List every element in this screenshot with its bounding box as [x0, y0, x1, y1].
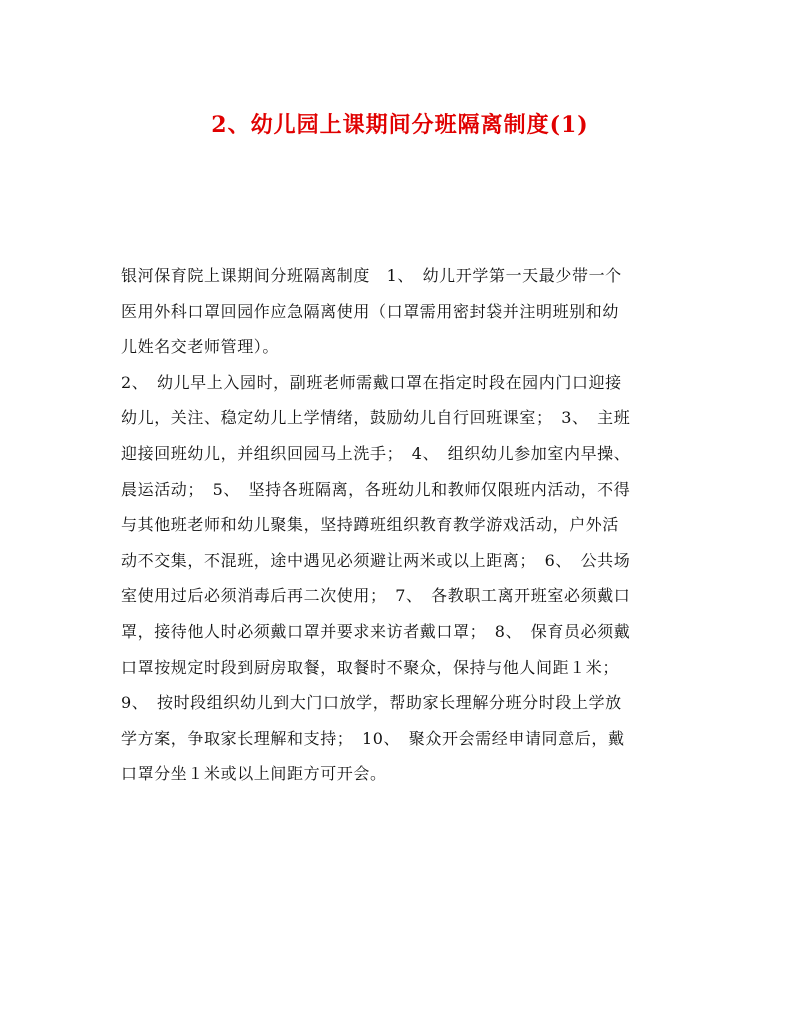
body-line: 2、 幼儿早上入园时，副班老师需戴口罩在指定时段在园内门口迎接: [121, 372, 622, 392]
document-title: 2、幼儿园上课期间分班隔离制度(1): [211, 112, 589, 138]
body-line: 口罩分坐１米或以上间距方可开会。: [121, 764, 387, 784]
body-line: 儿姓名交老师管理）。: [121, 337, 280, 357]
document-body: [121, 258, 691, 792]
body-line: 口罩按规定时段到厨房取餐，取餐时不聚众，保持与他人间距１米；: [121, 657, 620, 677]
body-line: 9、 按时段组织幼儿到大门口放学，帮助家长理解分班分时段上学放: [121, 693, 622, 713]
body-line: 学方案，争取家长理解和支持； 10、 聚众开会需经申请同意后，戴: [121, 728, 625, 748]
body-line: 罩，接待他人时必须戴口罩并要求来访者戴口罩； 8、 保育员必须戴: [121, 621, 631, 641]
body-line: 迎接回班幼儿，并组织回园马上洗手； 4、 组织幼儿参加室内早操、: [121, 443, 631, 463]
body-line: 与其他班老师和幼儿聚集，坚持蹲班组织教育教学游戏活动，户外活: [121, 515, 620, 535]
body-line: 医用外科口罩回园作应急隔离使用（口罩需用密封袋并注明班别和幼: [121, 301, 620, 321]
body-line: 动不交集，不混班，途中遇见必须避让两米或以上距离； 6、 公共场: [121, 550, 631, 570]
body-line: 银河保育院上课期间分班隔离制度 1、 幼儿开学第一天最少带一个: [121, 266, 622, 285]
body-line: 晨运活动； 5、 坚持各班隔离，各班幼儿和教师仅限班内活动，不得: [121, 479, 631, 499]
body-line: 幼儿，关注、稳定幼儿上学情绪，鼓励幼儿自行回班课室； 3、 主班: [121, 408, 631, 428]
body-line: 室使用过后必须消毒后再二次使用； 7、 各教职工离开班室必须戴口: [121, 586, 631, 606]
